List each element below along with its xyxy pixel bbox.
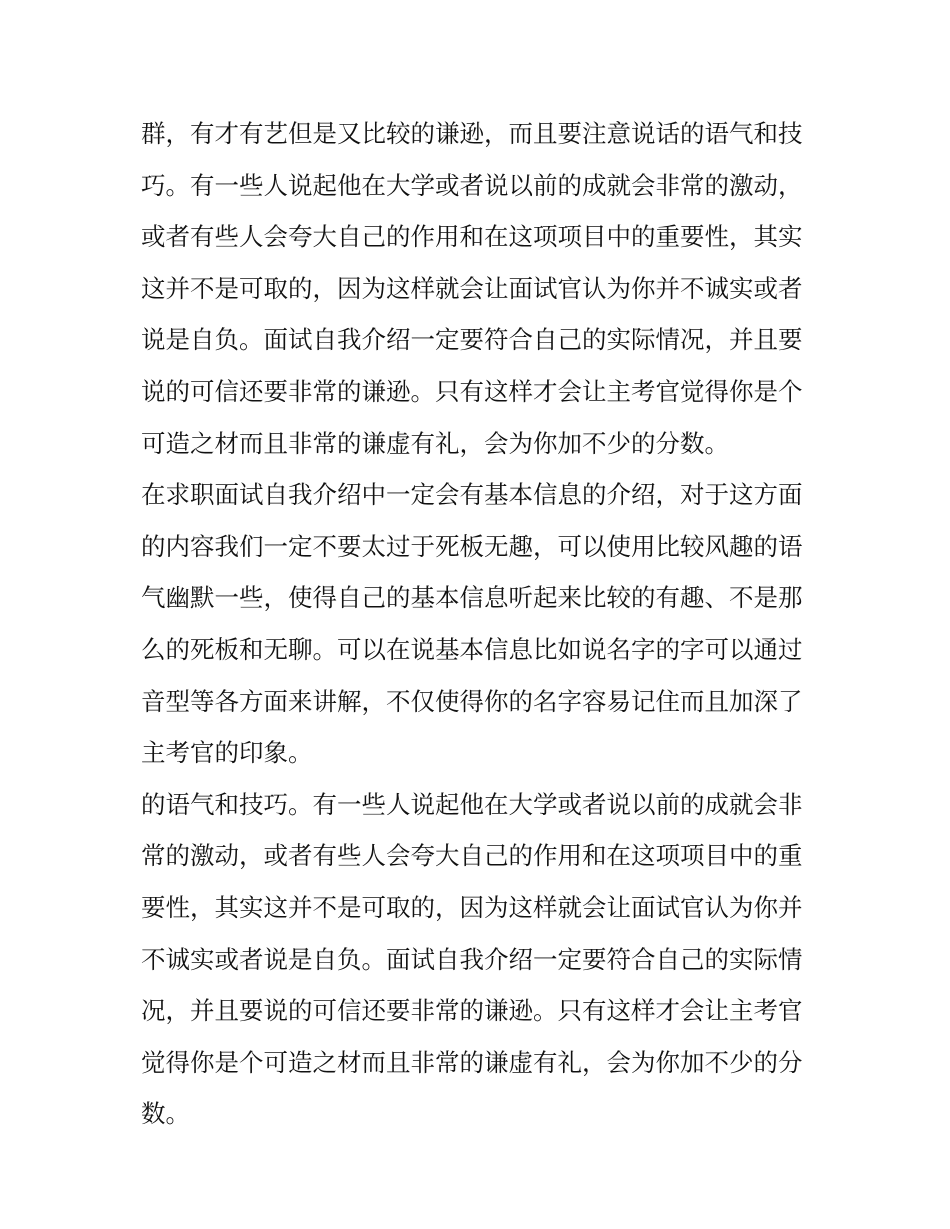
text-line-19: 觉得你是个可造之材而且非常的谦虚有礼，会为你加不少的分 — [141, 1047, 803, 1077]
text-line-14: 的语气和技巧。有一些人说起他在大学或者说以前的成就会非 — [141, 789, 803, 819]
text-line-12: 音型等各方面来讲解，不仅使得你的名字容易记住而且加深了 — [141, 686, 803, 716]
text-line-7: 可造之材而且非常的谦虚有礼，会为你加不少的分数。 — [141, 428, 729, 458]
document-body — [141, 108, 821, 1140]
text-line-11: 么的死板和无聊。可以在说基本信息比如说名字的字可以通过 — [141, 634, 803, 664]
text-line-20: 数。 — [141, 1099, 190, 1129]
text-line-16: 要性，其实这并不是可取的，因为这样就会让面试官认为你并 — [141, 892, 803, 922]
text-line-1: 群，有才有艺但是又比较的谦逊，而且要注意说话的语气和技 — [141, 119, 803, 148]
text-line-6: 说的可信还要非常的谦逊。只有这样才会让主考官觉得你是个 — [141, 376, 803, 406]
text-line-17: 不诚实或者说是自负。面试自我介绍一定要符合自己的实际情 — [141, 944, 803, 974]
text-line-8: 在求职面试自我介绍中一定会有基本信息的介绍，对于这方面 — [141, 480, 803, 510]
text-line-3: 或者有些人会夸大自己的作用和在这项项目中的重要性，其实 — [141, 222, 803, 252]
text-line-13: 主考官的印象。 — [141, 738, 313, 768]
text-line-5: 说是自负。面试自我介绍一定要符合自己的实际情况，并且要 — [141, 325, 803, 355]
text-line-10: 气幽默一些，使得自己的基本信息听起来比较的有趣、不是那 — [141, 583, 803, 613]
text-line-18: 况，并且要说的可信还要非常的谦逊。只有这样才会让主考官 — [141, 996, 803, 1026]
text-line-9: 的内容我们一定不要太过于死板无趣，可以使用比较风趣的语 — [141, 531, 803, 561]
text-line-2: 巧。有一些人说起他在大学或者说以前的成就会非常的激动， — [141, 170, 803, 200]
text-line-4: 这并不是可取的，因为这样就会让面试官认为你并不诚实或者 — [141, 273, 803, 303]
text-line-15: 常的激动，或者有些人会夸大自己的作用和在这项项目中的重 — [141, 841, 803, 871]
